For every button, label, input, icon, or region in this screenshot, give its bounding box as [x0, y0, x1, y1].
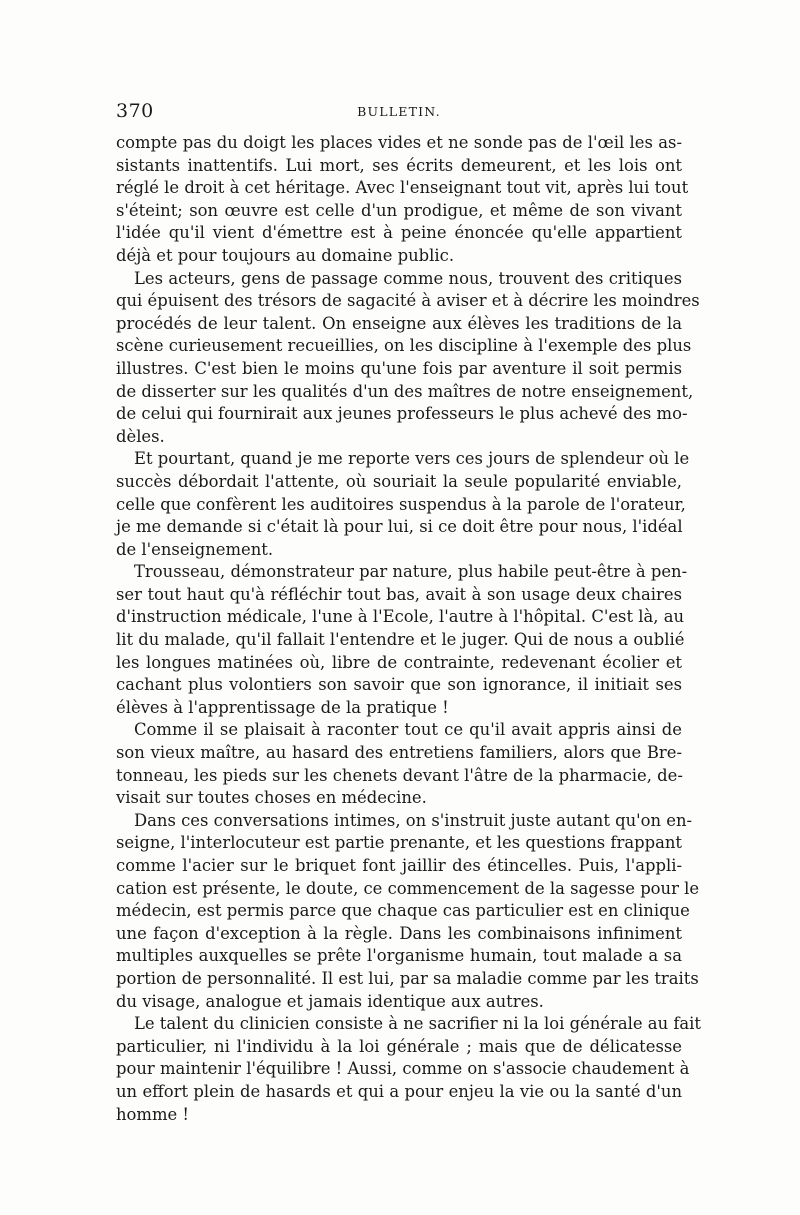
text-line: s'éteint; son œuvre est celle d'un prodigue, et même de son vivant: [116, 200, 682, 220]
paragraph: [116, 268, 700, 449]
text-line: celle que confèrent les auditoires suspendus à la parole de l'orateur,: [116, 494, 686, 514]
text-line: médecin, est permis parce que chaque cas particulier est en clinique: [116, 901, 690, 921]
text-line: son vieux maître, au hasard des entretiens familiers, alors que Bre-: [116, 743, 682, 763]
body-text: [116, 132, 701, 1126]
text-line: réglé le droit à cet héritage. Avec l'enseignant tout vit, après lui tout: [116, 178, 689, 198]
text-line: lit du malade, qu'il fallait l'entendre et le juger. Qui de nous a oublié: [116, 630, 685, 650]
text-line: Les acteurs, gens de passage comme nous, trouvent des critiques: [134, 268, 682, 288]
text-line: déjà et pour toujours au domaine public.: [116, 245, 455, 265]
text-line: visait sur toutes choses en médecine.: [116, 788, 427, 808]
text-line: particulier, ni l'individu à la loi générale ; mais que de délicatesse: [116, 1036, 682, 1056]
text-line: Comme il se plaisait à raconter tout ce qu'il avait appris ainsi de: [134, 720, 682, 740]
text-line: du visage, analogue et jamais identique aux autres.: [116, 991, 544, 1011]
text-line: Dans ces conversations intimes, on s'instruit juste autant qu'on en-: [134, 810, 693, 830]
text-line: Trousseau, démonstrateur par nature, plus habile peut-être à pen-: [134, 562, 688, 582]
running-title: BULLETIN.: [357, 104, 441, 119]
text-line: illustres. C'est bien le moins qu'une fois par aventure il soit permis: [116, 358, 682, 378]
text-line: Le talent du clinicien consiste à ne sacrifier ni la loi générale au fait: [134, 1014, 701, 1034]
text-line: procédés de leur talent. On enseigne aux élèves les traditions de la: [116, 313, 682, 333]
text-line: cation est présente, le doute, ce commencement de la sagesse pour le: [116, 878, 700, 898]
paragraph: [116, 132, 689, 268]
text-line: qui épuisent des trésors de sagacité à aviser et à décrire les moindres: [116, 291, 700, 311]
text-line: seigne, l'interlocuteur est partie prenante, et les questions frappant: [116, 833, 682, 853]
text-line: multiples auxquelles se prête l'organisme humain, tout malade a sa: [116, 946, 682, 966]
page-header: [116, 100, 682, 122]
text-line: les longues matinées où, libre de contrainte, redevenant écolier et: [116, 652, 682, 672]
page-number: 370: [116, 100, 154, 122]
paragraph: [116, 719, 682, 809]
text-line: succès débordait l'attente, où souriait la seule popularité enviable,: [116, 471, 682, 491]
text-line: dèles.: [116, 426, 165, 446]
text-line: pour maintenir l'équilibre ! Aussi, comme on s'associe chaudement à: [116, 1059, 690, 1079]
text-line: un effort plein de hasards et qui a pour enjeu la vie ou la santé d'un: [116, 1081, 682, 1101]
text-line: de disserter sur les qualités d'un des maîtres de notre enseignement,: [116, 381, 694, 401]
text-line: homme !: [116, 1104, 190, 1124]
paragraph: [116, 448, 690, 561]
text-line: tonneau, les pieds sur les chenets devant l'âtre de la pharmacie, de-: [116, 765, 683, 785]
text-line: l'idée qu'il vient d'émettre est à peine énoncée qu'elle appartient: [116, 223, 682, 243]
text-line: scène curieusement recueillies, on les discipline à l'exemple des plus: [116, 336, 692, 356]
text-line: cachant plus volontiers son savoir que son ignorance, il initiait ses: [116, 675, 682, 695]
text-line: ser tout haut qu'à réfléchir tout bas, avait à son usage deux chaires: [116, 584, 682, 604]
text-line: élèves à l'apprentissage de la pratique !: [116, 697, 449, 717]
text-line: comme l'acier sur le briquet font jaillir des étincelles. Puis, l'appli-: [116, 856, 682, 875]
text-line: de celui qui fournirait aux jeunes professeurs le plus achevé des mo-: [116, 404, 688, 424]
text-line: sistants inattentifs. Lui mort, ses écrits demeurent, et les lois ont: [116, 155, 682, 175]
text-line: compte pas du doigt les places vides et ne sonde pas de l'œil les as-: [116, 133, 682, 152]
text-line: d'instruction médicale, l'une à l'Ecole, l'autre à l'hôpital. C'est là, au: [116, 607, 685, 627]
text-line: une façon d'exception à la règle. Dans les combinaisons infiniment: [116, 923, 682, 943]
text-line: portion de personnalité. Il est lui, par sa maladie comme par les traits: [116, 968, 699, 988]
paragraph: [116, 810, 700, 1013]
paragraph: [116, 1013, 701, 1126]
text-line: je me demande si c'était là pour lui, si ce doit être pour nous, l'idéal: [116, 517, 683, 537]
text-line: Et pourtant, quand je me reporte vers ces jours de splendeur où le: [134, 449, 690, 469]
text-line: de l'enseignement.: [116, 539, 274, 559]
paragraph: [116, 561, 688, 719]
